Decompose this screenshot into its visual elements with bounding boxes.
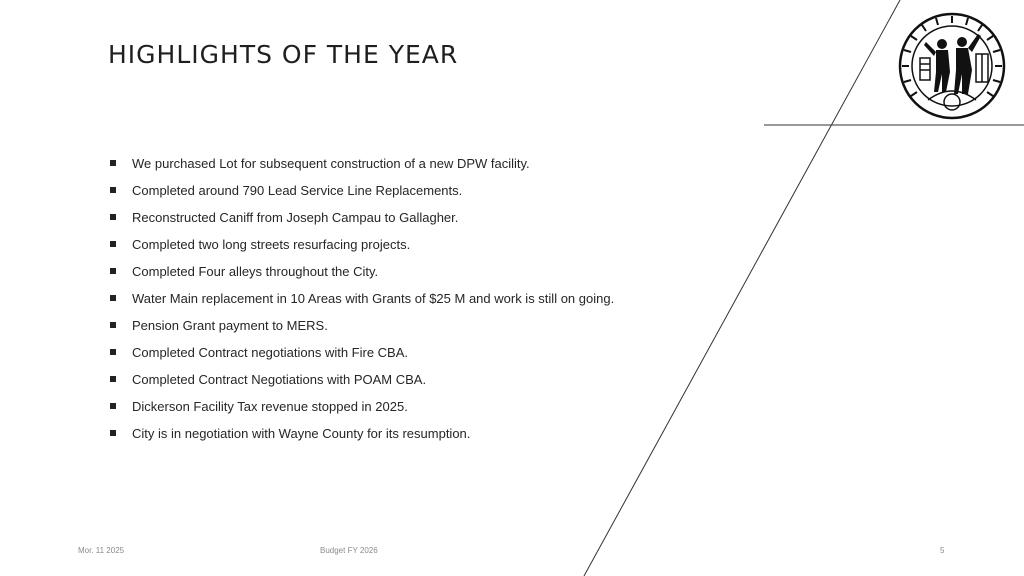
list-item-text: Dickerson Facility Tax revenue stopped in 2025. (132, 399, 408, 414)
bullet-marker-icon (110, 322, 116, 328)
list-item-text: Pension Grant payment to MERS. (132, 318, 328, 333)
highlights-list (108, 150, 628, 447)
bullet-marker-icon (110, 268, 116, 274)
list-item-text: Reconstructed Caniff from Joseph Campau to Gallagher. (132, 210, 459, 225)
diagonal-line (584, 0, 900, 576)
list-item (108, 150, 628, 177)
list-item-text: Completed Four alleys throughout the City. (132, 264, 379, 279)
list-item (108, 231, 628, 258)
bullet-marker-icon (110, 160, 116, 166)
slide-title: HIGHLIGHTS OF THE YEAR (108, 40, 459, 69)
footer-date: Mor. 11 2025 (78, 546, 125, 555)
bullet-marker-icon (110, 376, 116, 382)
list-item-text: We purchased Lot for subsequent construction of a new DPW facility. (132, 156, 530, 171)
list-item (108, 366, 628, 393)
city-seal-logo (898, 12, 1006, 120)
list-item (108, 204, 628, 231)
bullet-marker-icon (110, 430, 116, 436)
list-item-text: Completed Contract negotiations with Fire CBA. (132, 345, 409, 360)
list-item (108, 177, 628, 204)
bullet-marker-icon (110, 214, 116, 220)
list-item (108, 339, 628, 366)
list-item-text: Completed Contract Negotiations with POAM CBA. (132, 372, 427, 387)
bullet-marker-icon (110, 349, 116, 355)
list-item (108, 285, 628, 312)
bullet-marker-icon (110, 403, 116, 409)
bullet-marker-icon (110, 295, 116, 301)
bullet-marker-icon (110, 241, 116, 247)
page-number: 5 (940, 546, 945, 555)
footer-title: Budget FY 2026 (320, 546, 378, 555)
list-item-text: City is in negotiation with Wayne County for its resumption. (132, 426, 471, 441)
list-item-text: Completed two long streets resurfacing projects. (132, 237, 411, 252)
list-item-text: Completed around 790 Lead Service Line Replacements. (132, 183, 463, 198)
bullet-marker-icon (110, 187, 116, 193)
list-item-text: Water Main replacement in 10 Areas with Grants of $25 M and work is still on going. (132, 291, 615, 306)
list-item (108, 393, 628, 420)
list-item (108, 258, 628, 285)
list-item (108, 312, 628, 339)
list-item (108, 420, 628, 447)
